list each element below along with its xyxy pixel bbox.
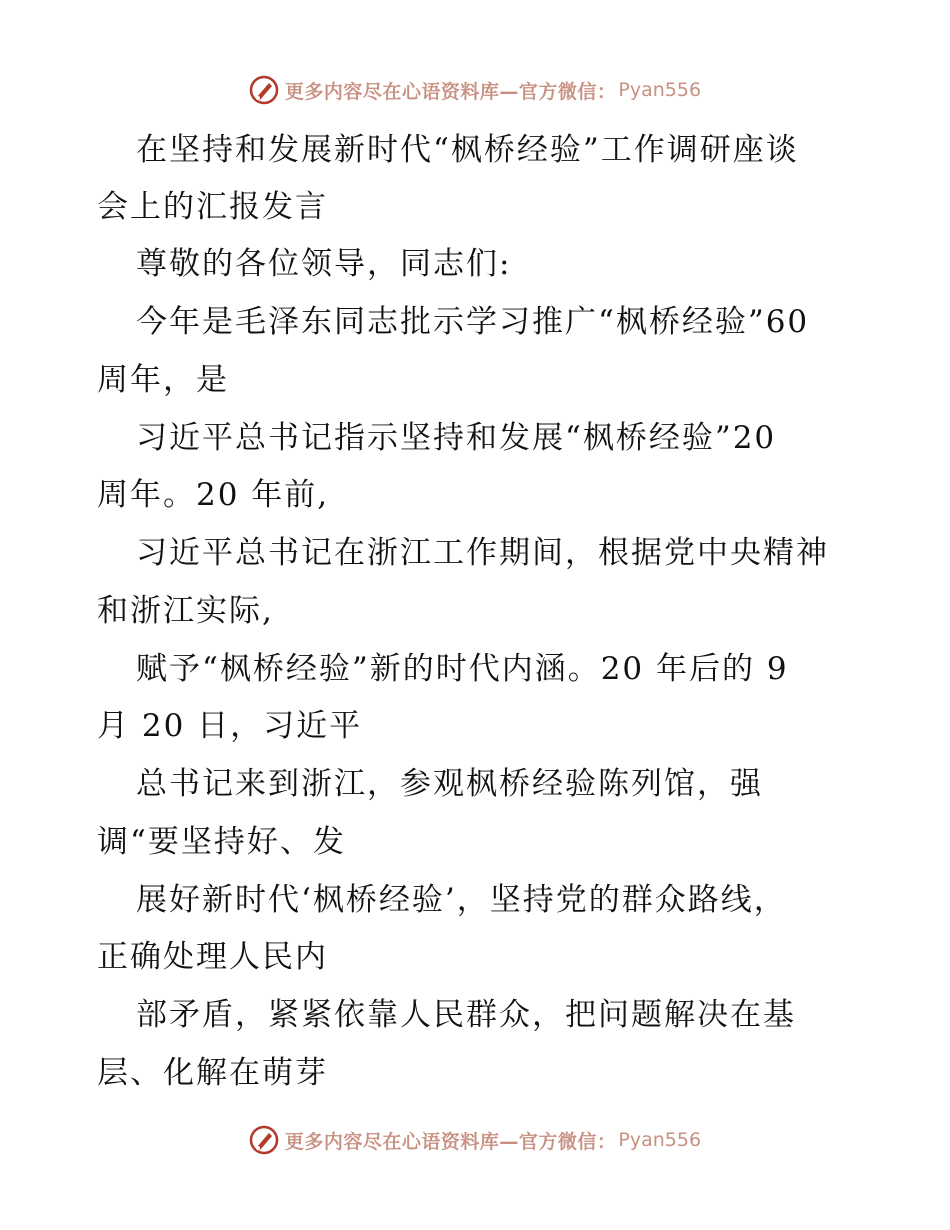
body-line: 和浙江实际, <box>97 593 274 629</box>
body-line: 部矛盾，紧紧依靠人民群众，把问题解决在基 <box>136 997 796 1033</box>
body-line: 总书记来到浙江，参观枫桥经验陈列馆，强 <box>136 766 763 802</box>
pen-logo-icon <box>249 1125 279 1155</box>
body-line: 今年是毛泽东同志批示学习推广“枫桥经验”60 <box>136 304 810 340</box>
body-line: 正确处理人民内 <box>97 939 328 975</box>
body-line: 月 20 日，习近平 <box>97 708 363 744</box>
body-line: 层、化解在萌芽 <box>97 1055 328 1091</box>
body-line: 习近平总书记指示坚持和发展“枫桥经验”20 <box>136 420 777 456</box>
body-line: 赋予“枫桥经验”新的时代内涵。20 年后的 9 <box>136 651 789 687</box>
body-line: 周年，是 <box>97 362 229 398</box>
body-line: 会上的汇报发言 <box>97 189 328 225</box>
body-line: 尊敬的各位领导，同志们: <box>136 246 512 282</box>
body-line: 展好新时代‘枫桥经验’，坚持党的群众路线， <box>136 882 787 918</box>
banner-wechat-id: Pyan556 <box>618 1129 702 1151</box>
body-line: 在坚持和发展新时代“枫桥经验”工作调研座谈 <box>136 132 799 168</box>
footer-watermark-banner <box>0 1120 950 1160</box>
banner-text: 更多内容尽在心语资料库—官方微信： <box>284 80 617 103</box>
header-watermark-banner <box>0 70 950 110</box>
pen-logo-icon <box>249 75 279 105</box>
banner-wechat-id: Pyan556 <box>618 79 702 101</box>
body-line: 习近平总书记在浙江工作期间，根据党中央精神 <box>136 535 829 571</box>
body-line: 调“要坚持好、发 <box>97 824 346 860</box>
banner-text: 更多内容尽在心语资料库—官方微信： <box>284 1130 617 1153</box>
body-line: 周年。20 年前, <box>97 477 330 513</box>
